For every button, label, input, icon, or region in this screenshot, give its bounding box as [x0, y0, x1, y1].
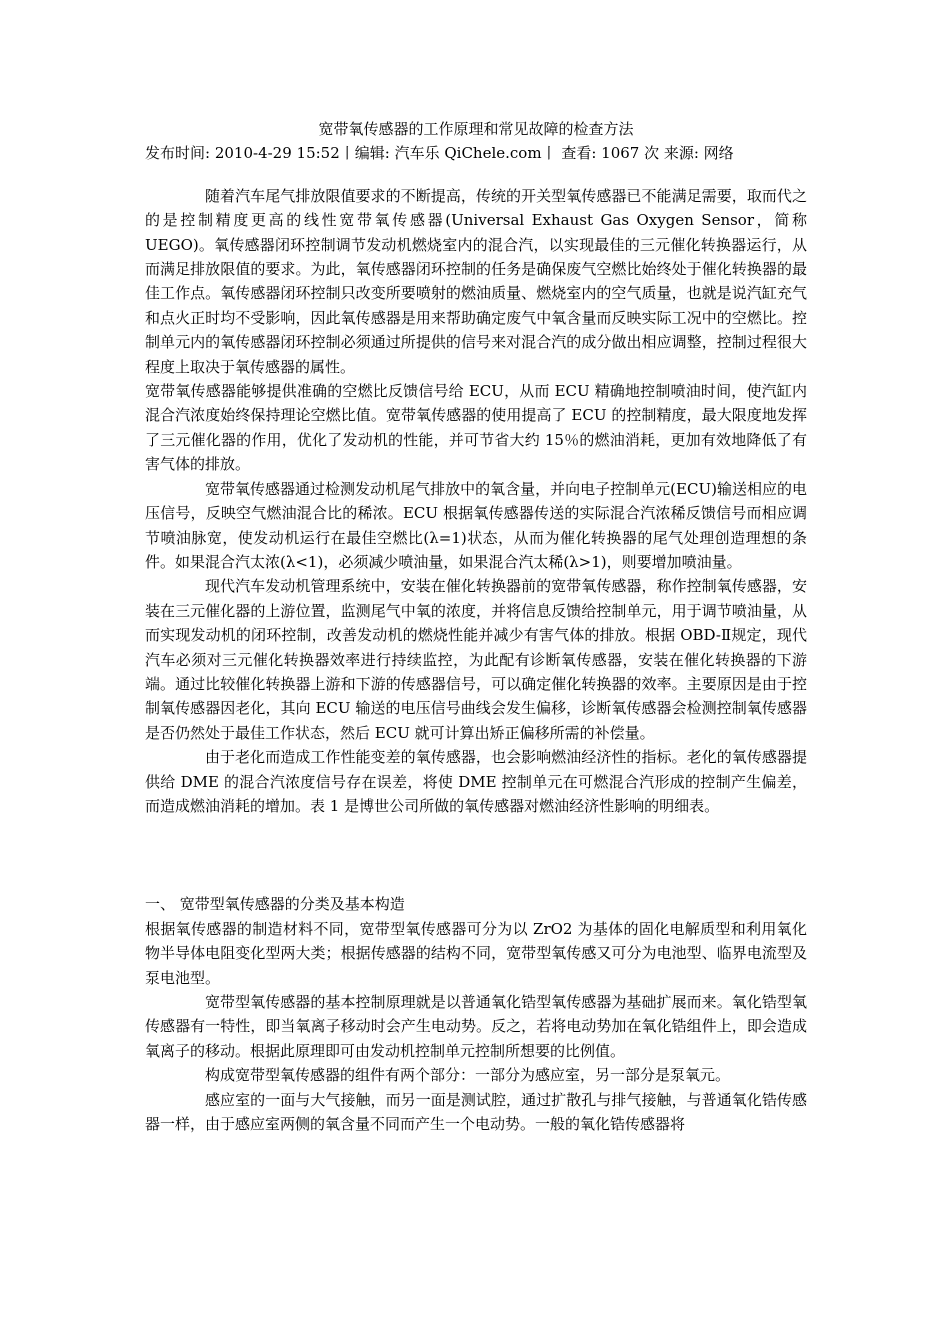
article-meta: 发布时间: 2010-4-29 15:52丨编辑: 汽车乐 QiChele.com丨 查看: 1067 次 来源: 网络 [145, 144, 734, 163]
paragraph-classification: 根据氧传感器的制造材料不同，宽带型氧传感器可分为以 ZrO2 为基体的固化电解质型和利用氧化物半导体电阻变化型两大类；根据传感器的结构不同，宽带型氧传感又可分为电池型、临界电流型及泵电池型。 [145, 919, 807, 987]
section-heading: 一、 宽带型氧传感器的分类及基本构造 [145, 895, 405, 914]
paragraph-components: 构成宽带型氧传感器的组件有两个部分：一部分为感应室，另一部分是泵氧元。 [205, 1066, 731, 1085]
paragraph-detection: 宽带氧传感器通过检测发动机尾气排放中的氧含量，并向电子控制单元(ECU)输送相应的电压信号，反映空气燃油混合比的稀浓。ECU 根据氧传感器传送的实际混合汽浓稀反馈信号而相应调节喷油脉宽，使发动机运行在最佳空燃比(λ=1)状态，从而为催化转换器的尾气处理创造理想的条件。如果混合汽太浓(λ<1)，必须减少喷油量，如果混合汽太稀(λ>1)，则要增加喷油量。 [145, 479, 807, 571]
paragraph-aging: 由于老化而造成工作性能变差的氧传感器，也会影响燃油经济性的指标。老化的氧传感器提供给 DME 的混合汽浓度信号存在误差，将使 DME 控制单元在可燃混合汽形成的控制产生偏差，而造成燃油消耗的增加。表 1 是博世公司所做的氧传感器对燃油经济性影响的明细表。 [145, 748, 807, 815]
paragraph-uego-benefits: 宽带氧传感器能够提供准确的空燃比反馈信号给 ECU，从而 ECU 精确地控制喷油时间，使汽缸内混合汽浓度始终保持理论空燃比值。宽带氧传感器的使用提高了 ECU 的控制精度，最大限度地发挥了三元催化器的作用，优化了发动机的性能，并可节省大约 15％的燃油消耗，更加有效地降低了有害气体的排放。 [145, 382, 807, 474]
paragraph-sensing-chamber: 感应室的一面与大气接触，而另一面是测试腔，通过扩散孔与排气接触，与普通氧化锆传感器一样，由于感应室两侧的氧含量不同而产生一个电动势。一般的氧化锆传感器将 [145, 1090, 807, 1134]
paragraph-intro: 随着汽车尾气排放限值要求的不断提高，传统的开关型氧传感器已不能满足需要，取而代之的是控制精度更高的线性宽带氧传感器(Universal Exhaust Gas Oxygen Sensor，简称 UEGO)。氧传感器闭环控制调节发动机燃烧室内的混合汽，以实现最佳的三元催化转换器运行，从而满足排放限值的要求。为此，氧传感器闭环控制的任务是确保废气空燃比始终处于催化转换器的最佳工作点。氧传感器闭环控制只改变所要喷射的燃油质量、燃烧室内的空气质量，也就是说汽缸充气和点火正时均不受影响，因此氧传感器是用来帮助确定废气中氧含量而反映实际工况中的空燃比。控制单元内的氧传感器闭环控制必须通过所提供的信号来对混合汽的成分做出相应调整，控制过程很大程度上取决于氧传感器的属性。 [145, 186, 807, 376]
document-body [145, 117, 807, 1136]
paragraph-obd: 现代汽车发动机管理系统中，安装在催化转换器前的宽带氧传感器，称作控制氧传感器，安装在三元催化器的上游位置，监测尾气中氧的浓度，并将信息反馈给控制单元，用于调节喷油量，从而实现发动机的闭环控制，改善发动机的燃烧性能并减少有害气体的排放。根据 OBD-Ⅱ规定，现代汽车必须对三元催化转换器效率进行持续监控，为此配有诊断氧传感器，安装在催化转换器的下游端。通过比较催化转换器上游和下游的传感器信号，可以确定催化转换器的效率。主要原因是由于控制氧传感器因老化，其向 ECU 输送的电压信号曲线会发生偏移，诊断氧传感器会检测控制氧传感器是否仍然处于最佳工作状态，然后 ECU 就可计算出矫正偏移所需的补偿量。 [145, 577, 807, 742]
document-title: 宽带氧传感器的工作原理和常见故障的检查方法 [318, 120, 634, 138]
paragraph-principle: 宽带型氧传感器的基本控制原理就是以普通氧化锆型氧传感器为基础扩展而来。氧化锆型氧传感器有一特性，即当氧离子移动时会产生电动势。反之，若将电动势加在氧化锆组件上，即会造成氧离子的移动。根据此原理即可由发动机控制单元控制所想要的比例值。 [145, 993, 807, 1060]
section-spacer [145, 818, 807, 892]
